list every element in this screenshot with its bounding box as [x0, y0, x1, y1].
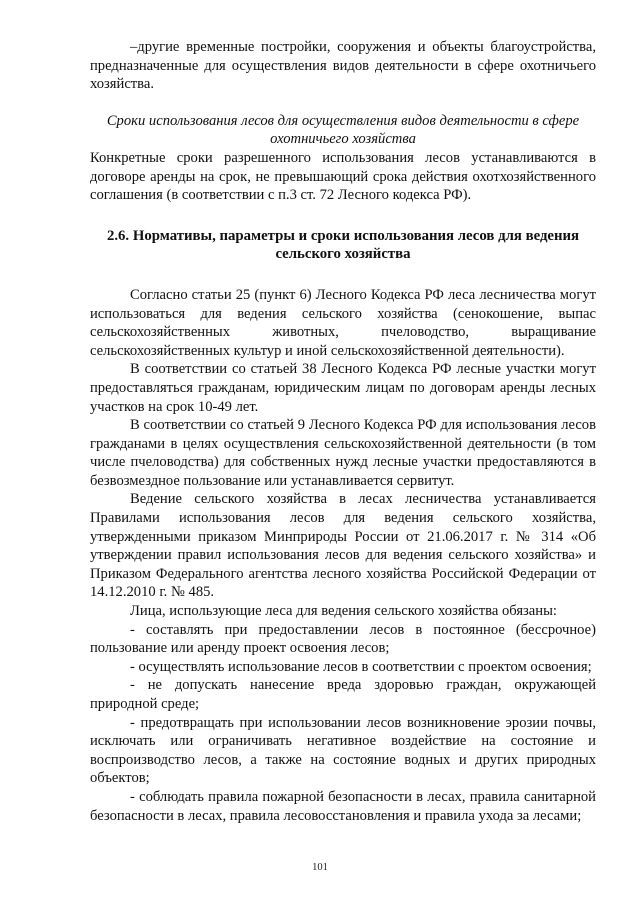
- paragraph-article-38: В соответствии со статьей 38 Лесного Кодекса РФ лесные участки могут предоставляться гражданам, юридическим лицам по договорам аренды лесных участков на срок 10-49 лет.: [90, 361, 596, 415]
- spacer: [90, 205, 596, 227]
- paragraph-article-25: Согласно статьи 25 (пункт 6) Лесного Кодекса РФ леса лесничества могут использоваться для ведения сельского хозяйства (сенокошение, выпас сельскохозяйственных животных, пчеловодство, выращивание сельскохозяйственных культур и иной сельскохозяйственной деятельности).: [90, 286, 596, 359]
- list-item: - не допускать нанесение вреда здоровью граждан, окружающей природной среде;: [90, 677, 596, 712]
- paragraph-article-9: В соответствии со статьей 9 Лесного Кодекса РФ для использования лесов гражданами в целях осуществления сельскохозяйственной деятельности (в том числе пчеловодства) для собственных нужд лесные участки предоставляются в безвозмездное пользование или устанавливается сервитут.: [90, 417, 596, 489]
- paragraph-obligations-intro: Лица, использующие леса для ведения сельского хозяйства обязаны:: [130, 603, 557, 620]
- spacer: [90, 264, 596, 286]
- section-title: 2.6. Нормативы, параметры и сроки использования лесов для ведения сельского хозяйства: [106, 227, 580, 263]
- list-item: - предотвращать при использовании лесов возникновение эрозии почвы, исключать или ограничивать негативное воздействие на состояние и воспроизводство лесов, а также на состояние водных и других природных объектов;: [90, 714, 596, 787]
- paragraph-terms: Конкретные сроки разрешенного использования лесов устанавливаются в договоре аренды на срок, не превышающий срока действия охотхозяйственного соглашения (в соответствии с п.3 ст. 72 Лесного кодекса РФ).: [90, 149, 596, 204]
- list-item: - осуществлять использование лесов в соответствии с проектом освоения;: [130, 658, 592, 675]
- paragraph-other-buildings: –другие временные постройки, сооружения и объекты благоустройства, предназначенные для осуществления видов деятельности в сфере охотничьего хозяйства.: [90, 39, 596, 93]
- subheading-terms-hunting: Сроки использования лесов для осуществления видов деятельности в сфере охотничьего хозяйства: [106, 112, 580, 148]
- document-page: [90, 38, 596, 825]
- list-item: - составлять при предоставлении лесов в постоянное (бессрочное) пользование или аренду проект освоения лесов;: [90, 621, 596, 657]
- paragraph-rules: Ведение сельского хозяйства в лесах лесничества устанавливается Правилами использования лесов для ведения сельского хозяйства, утвержденными приказом Минприроды России от 21.06.2017 г. № 314 «Об утверждении правил использования лесов для ведения сельского хозяйства» и Приказом Федерального агентства лесного хозяйства Российской Федерации от 14.12.2010 г. № 485.: [90, 491, 596, 601]
- spacer: [90, 94, 596, 112]
- page-number: 101: [312, 862, 328, 873]
- list-item: - соблюдать правила пожарной безопасности в лесах, правила санитарной безопасности в лесах, правила лесовосстановления и правила ухода за лесами;: [90, 788, 596, 824]
